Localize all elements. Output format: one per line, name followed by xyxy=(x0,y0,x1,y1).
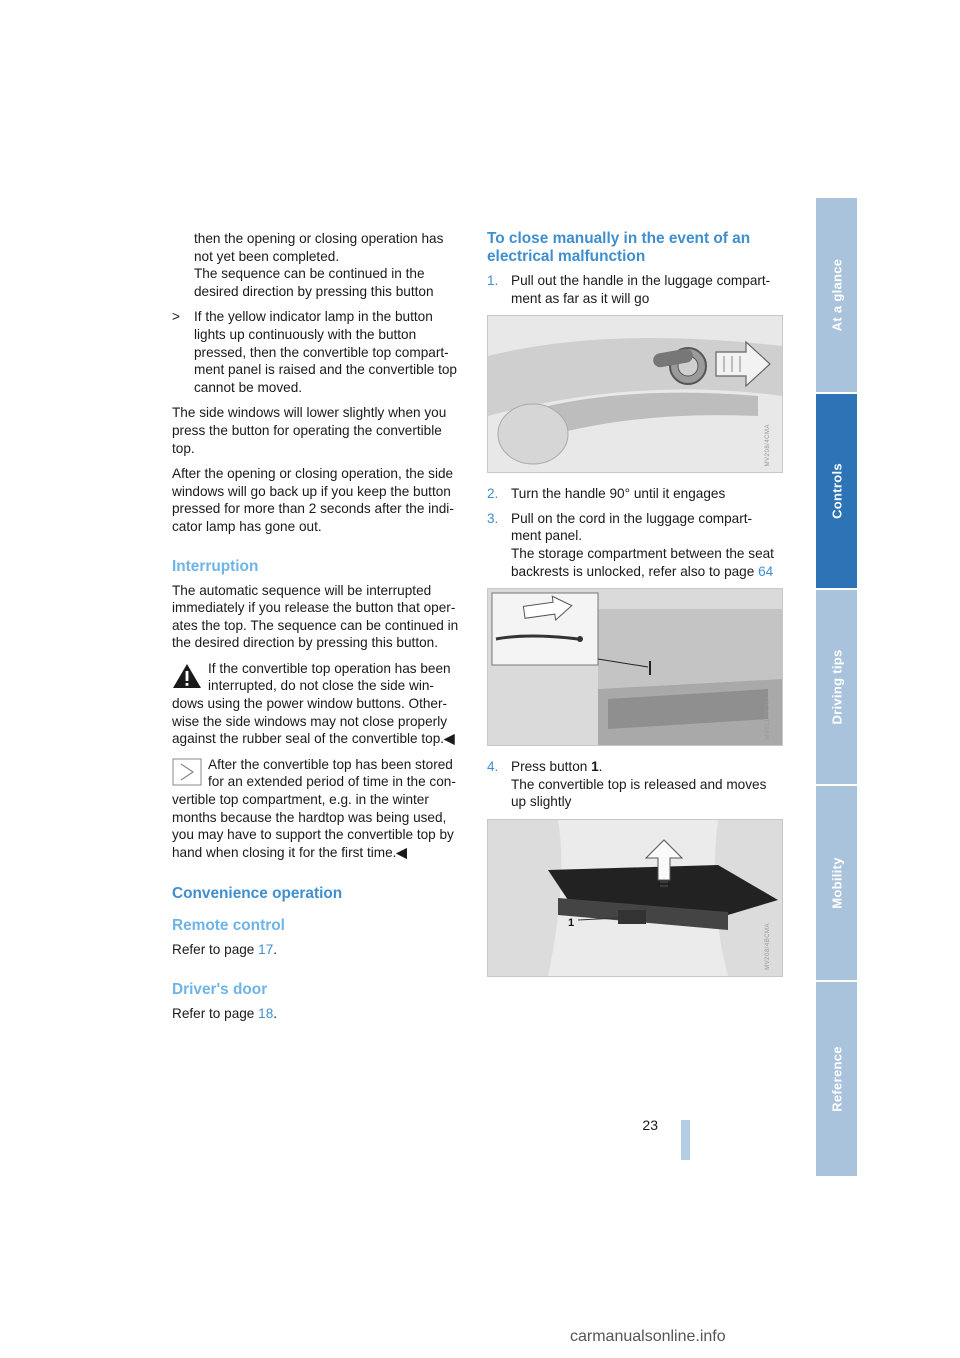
note-arrow-icon xyxy=(172,758,202,786)
cord-illustration xyxy=(488,589,782,745)
warning-text-rest: dows using the power window buttons. Other-wise the side windows may not close properly against the rubber seal of the convertible top. xyxy=(172,696,448,747)
drivers-door-heading: Driver's door xyxy=(172,981,268,998)
chapter-sidebar xyxy=(816,198,857,1178)
paragraph: The sequence can be continued in the desired direction by pressing this button xyxy=(194,266,434,299)
tab-mobility[interactable] xyxy=(816,786,857,980)
warning-triangle-icon xyxy=(172,662,202,690)
step-number: 1. xyxy=(487,273,499,288)
step-text: Pull out the handle in the luggage compart-ment as far as it will go xyxy=(511,273,771,306)
period: . xyxy=(598,759,603,775)
step-number: 4. xyxy=(487,759,499,775)
page-link-18[interactable]: 18 xyxy=(258,1006,274,1021)
tab-label: Mobility xyxy=(829,857,844,909)
ref-text: Refer to page xyxy=(172,1006,259,1021)
tab-label: Driving tips xyxy=(829,649,844,725)
page-link-17[interactable]: 17 xyxy=(258,942,274,958)
step-3 xyxy=(487,510,782,580)
figure-button xyxy=(487,819,783,977)
bullet-mark: > xyxy=(172,309,180,325)
callout-label: 1 xyxy=(568,916,575,929)
paragraph: The side windows will lower slightly when you press the button for operating the convertible top. xyxy=(172,405,447,456)
manual-close-heading: To close manually in the event of an electrical malfunction xyxy=(487,230,751,265)
figure-code: MV01170CMA xyxy=(765,695,772,740)
page-number: 23 xyxy=(642,1117,658,1133)
step-text: Press button xyxy=(511,759,592,775)
paragraph: then the opening or closing operation has not yet been completed. xyxy=(194,231,444,264)
end-mark: ◀ xyxy=(444,731,455,747)
paragraph xyxy=(172,941,464,959)
bullet-text: If the yellow indicator lamp in the button lights up continuously with the button pressed, then the convertible top compart-ment panel is raised and the convertible top cannot be moved. xyxy=(194,309,457,395)
step-1 xyxy=(487,272,782,307)
ref-text: Refer to page xyxy=(172,942,259,958)
figure-code: MV208/4BCMA xyxy=(765,923,772,970)
tab-driving-tips[interactable] xyxy=(816,590,857,784)
watermark: carmanualsonline.info xyxy=(570,1328,726,1345)
paragraph xyxy=(172,1005,464,1023)
paragraph: After the opening or closing operation, the side windows will go back up if you keep the button pressed for more than 2 seconds after the indi-cator lamp has gone out. xyxy=(172,466,454,534)
end-mark: ◀ xyxy=(396,844,407,860)
period: . xyxy=(273,1006,278,1021)
note-text-rest: vertible top compartment, e.g. in the winter months because the hardtop was being used, you may have to support the convertible top by hand when closing it for the first time. xyxy=(172,792,454,860)
tab-label: At a glance xyxy=(829,258,844,332)
button-label: 1 xyxy=(591,759,599,775)
figure-cord xyxy=(487,588,783,746)
left-column xyxy=(172,230,464,1031)
handle-illustration xyxy=(488,316,782,472)
step-extra: The convertible top is released and moves up slightly xyxy=(511,776,767,810)
right-column xyxy=(487,230,782,989)
step-number: 2. xyxy=(487,486,499,502)
convenience-heading: Convenience operation xyxy=(172,885,343,903)
remote-control-heading: Remote control xyxy=(172,917,285,935)
page-bar xyxy=(681,1120,690,1160)
warning-notice xyxy=(172,660,464,748)
figure-code: MV208/4CMA xyxy=(765,423,772,467)
bullet-item xyxy=(172,308,464,396)
step-text: Pull on the cord in the luggage compart-ment panel. xyxy=(511,510,753,544)
interruption-heading: Interruption xyxy=(172,557,259,575)
tab-at-a-glance[interactable] xyxy=(816,198,857,392)
paragraph: The automatic sequence will be interrupted immediately if you release the button that oper-ates the top. The sequence can be continued in the desired direction by pressing this button. xyxy=(172,582,459,651)
figure-handle xyxy=(487,315,783,473)
step-extra: The storage compartment between the seat backrests is unlocked, refer also to page xyxy=(511,545,774,579)
period: . xyxy=(273,942,278,958)
page-link-64[interactable]: 64 xyxy=(758,563,774,579)
note-text-first: After the convertible top has been stored for an extended period of time in the con- xyxy=(208,756,456,790)
step-4 xyxy=(487,758,782,811)
tab-controls[interactable] xyxy=(816,394,857,588)
tab-reference[interactable] xyxy=(816,982,857,1176)
step-2 xyxy=(487,485,782,503)
step-number: 3. xyxy=(487,510,499,526)
note-notice xyxy=(172,756,464,862)
warning-text-first: If the convertible top operation has been interrupted, do not close the side win- xyxy=(208,660,451,694)
convertible-top-illustration xyxy=(488,820,782,976)
tab-label: Controls xyxy=(829,463,844,519)
step-text: Turn the handle 90° until it engages xyxy=(511,486,726,502)
tab-label: Reference xyxy=(829,1046,844,1112)
